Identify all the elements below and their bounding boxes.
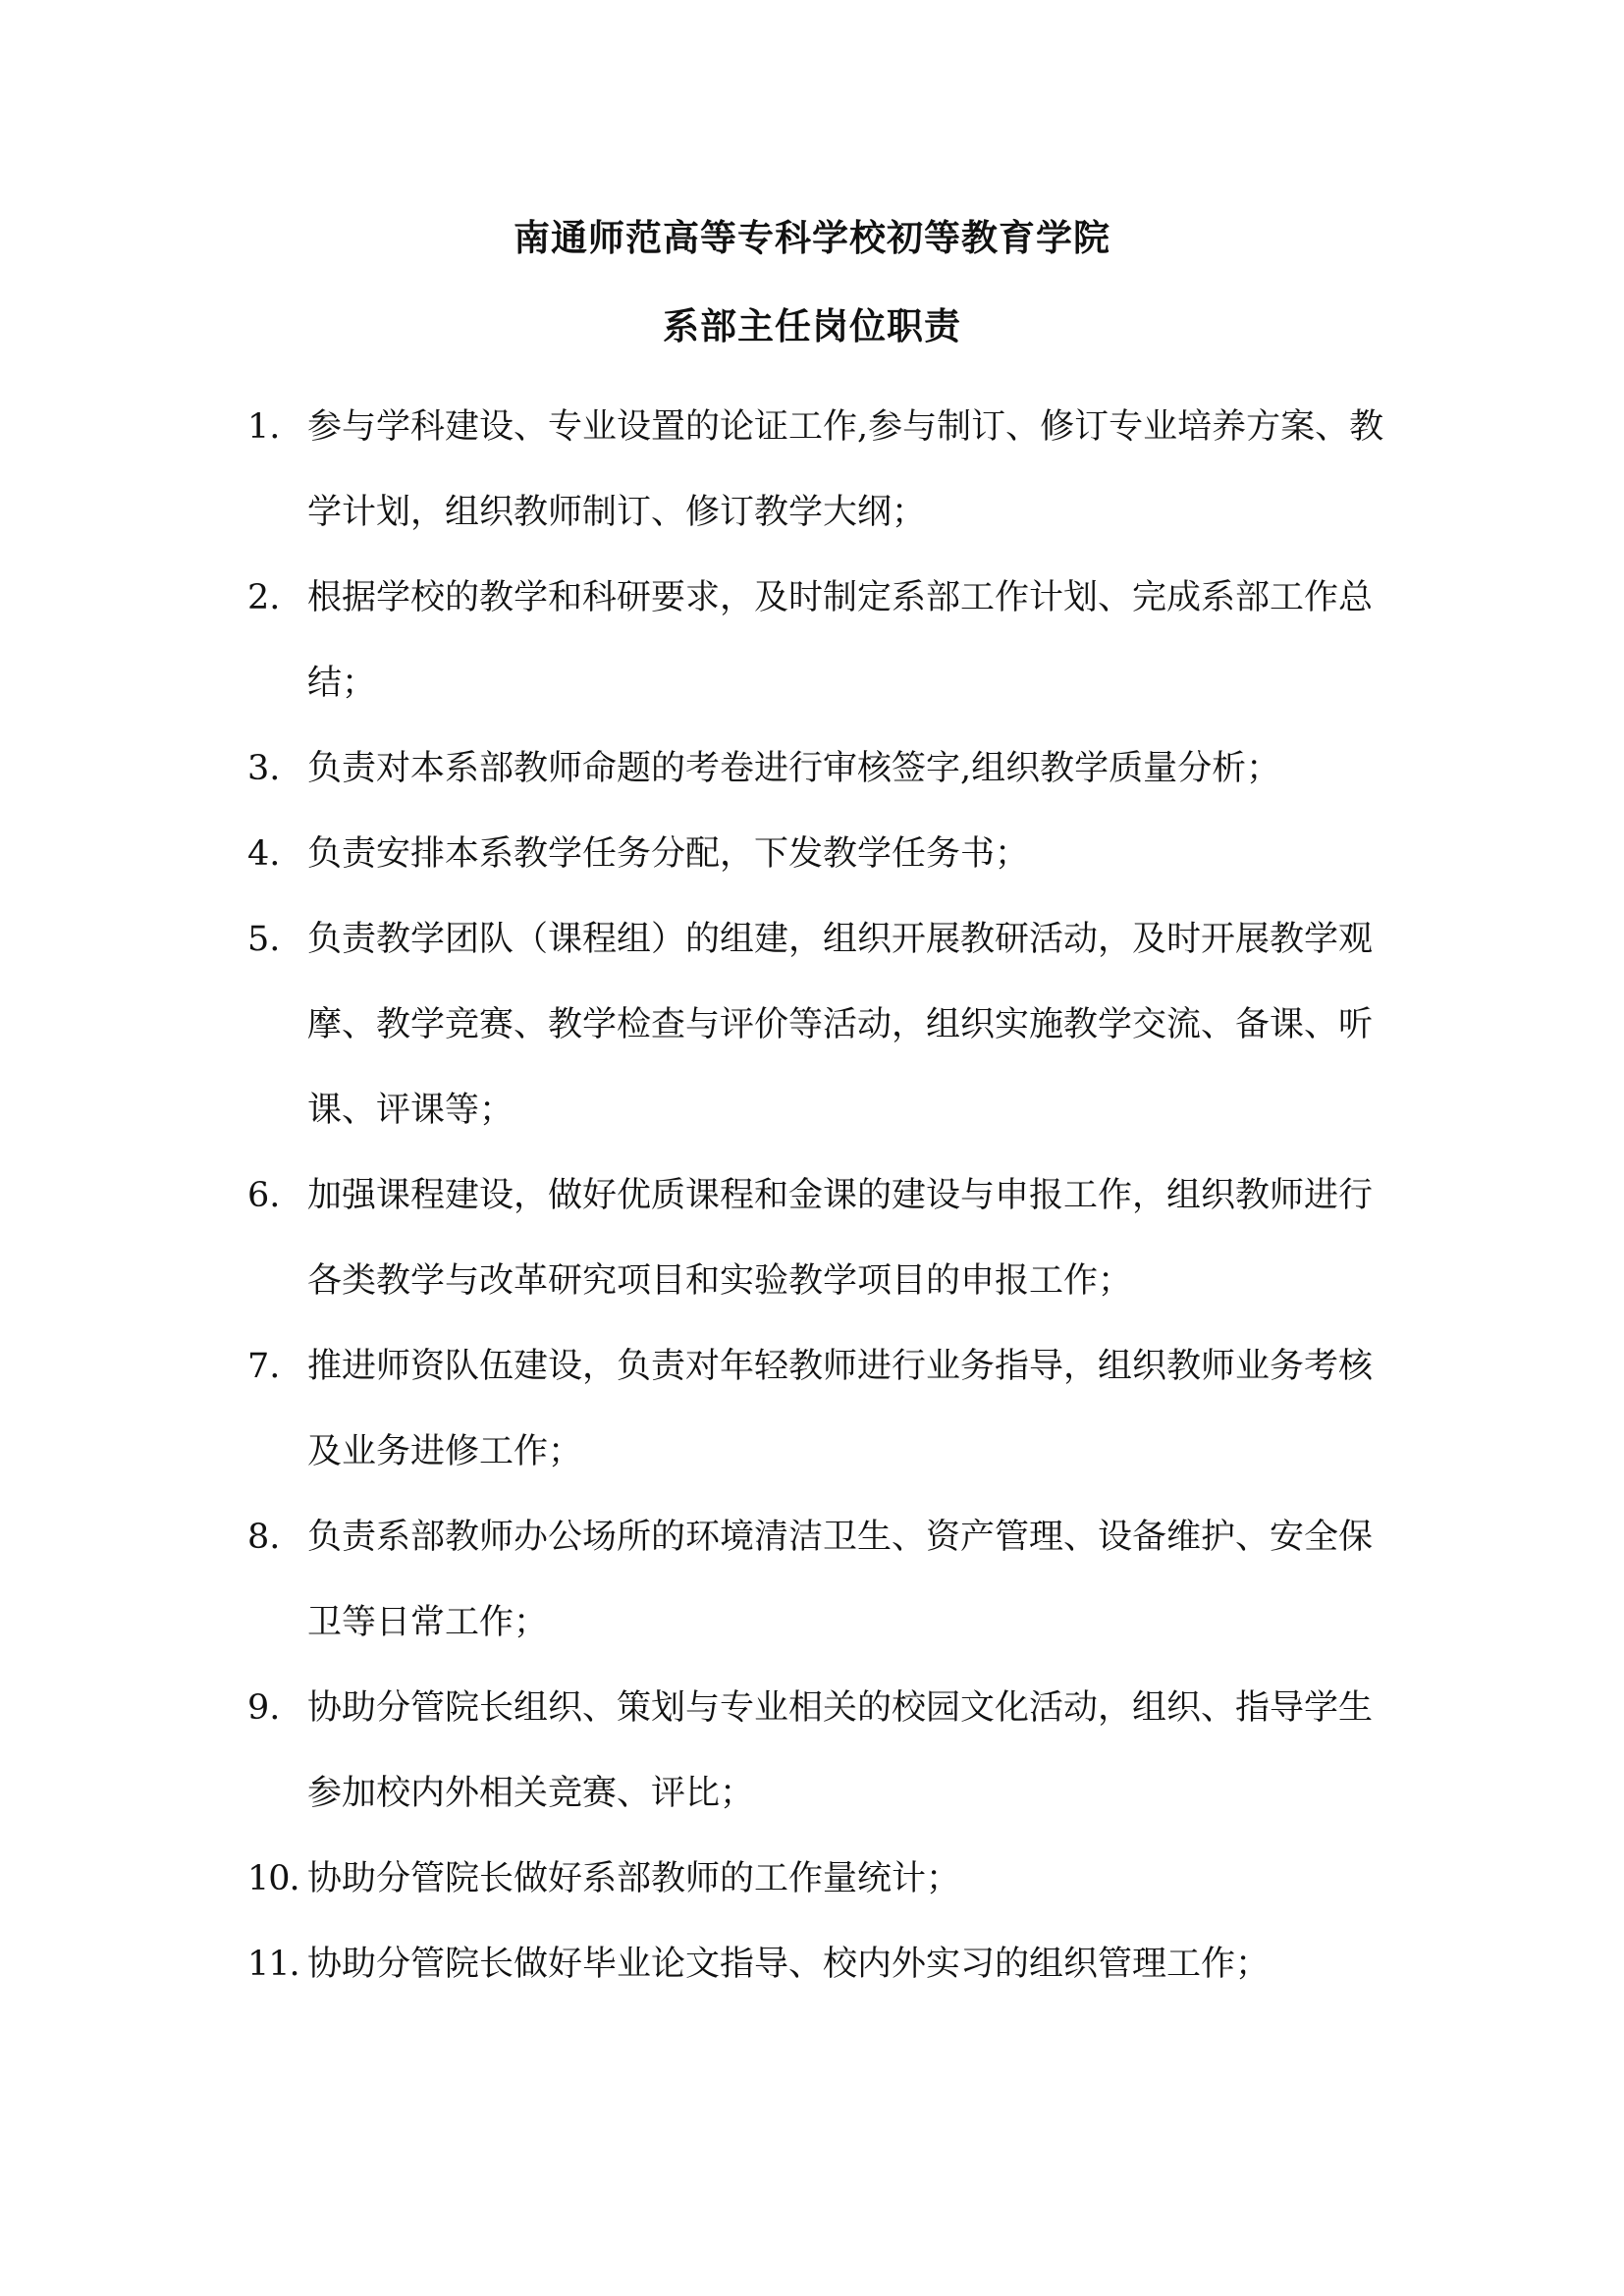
item-text: 协助分管院长做好毕业论文指导、校内外实习的组织管理工作； xyxy=(307,1945,1271,1984)
item-text: 负责系部教师办公场所的环境清洁卫生、资产管理、设备维护、安全保卫等日常工作； xyxy=(307,1518,1374,1642)
item-text: 根据学校的教学和科研要求，及时制定系部工作计划、完成系部工作总结； xyxy=(307,578,1374,703)
list-item xyxy=(247,1324,1396,1495)
list-item xyxy=(247,812,1396,897)
document-title: 南通师范高等专科学校初等教育学院 xyxy=(514,217,1110,259)
list-item xyxy=(247,1837,1396,1922)
item-number: 10. xyxy=(247,1859,299,1898)
item-number: 4. xyxy=(247,834,281,874)
list-item xyxy=(247,897,1396,1153)
item-text: 负责教学团队（课程组）的组建，组织开展教研活动，及时开展教学观摩、教学竞赛、教学检查与评价等活动，组织实施教学交流、备课、听课、评课等； xyxy=(307,920,1374,1130)
item-number: 8. xyxy=(247,1518,281,1557)
list-item xyxy=(247,1153,1396,1324)
list-item xyxy=(247,1666,1396,1837)
item-number: 11. xyxy=(247,1945,299,1984)
item-text: 参与学科建设、专业设置的论证工作,参与制订、修订专业培养方案、教学计划，组织教师制订、修订教学大纲； xyxy=(307,407,1384,532)
item-number: 9. xyxy=(247,1688,281,1728)
item-number: 3. xyxy=(247,749,281,788)
list-item xyxy=(247,726,1396,812)
item-text: 推进师资队伍建设，负责对年轻教师进行业务指导，组织教师业务考核及业务进修工作； xyxy=(307,1347,1374,1471)
item-text: 负责安排本系教学任务分配，下发教学任务书； xyxy=(307,834,1030,874)
duties-list xyxy=(247,385,1396,2007)
item-number: 1. xyxy=(247,407,281,447)
item-number: 5. xyxy=(247,920,281,959)
item-number: 2. xyxy=(247,578,281,617)
item-text: 协助分管院长组织、策划与专业相关的校园文化活动，组织、指导学生参加校内外相关竞赛、评比； xyxy=(307,1688,1374,1813)
item-text: 负责对本系部教师命题的考卷进行审核签字,组织教学质量分析； xyxy=(307,749,1281,788)
document-subtitle: 系部主任岗位职责 xyxy=(663,305,961,347)
list-item xyxy=(247,1495,1396,1666)
item-text: 加强课程建设，做好优质课程和金课的建设与申报工作，组织教师进行各类教学与改革研究项目和实验教学项目的申报工作； xyxy=(307,1176,1374,1301)
list-item xyxy=(247,1922,1396,2007)
list-item xyxy=(247,556,1396,726)
item-number: 7. xyxy=(247,1347,281,1386)
item-number: 6. xyxy=(247,1176,281,1215)
item-text: 协助分管院长做好系部教师的工作量统计； xyxy=(307,1859,961,1898)
list-item xyxy=(247,385,1396,556)
